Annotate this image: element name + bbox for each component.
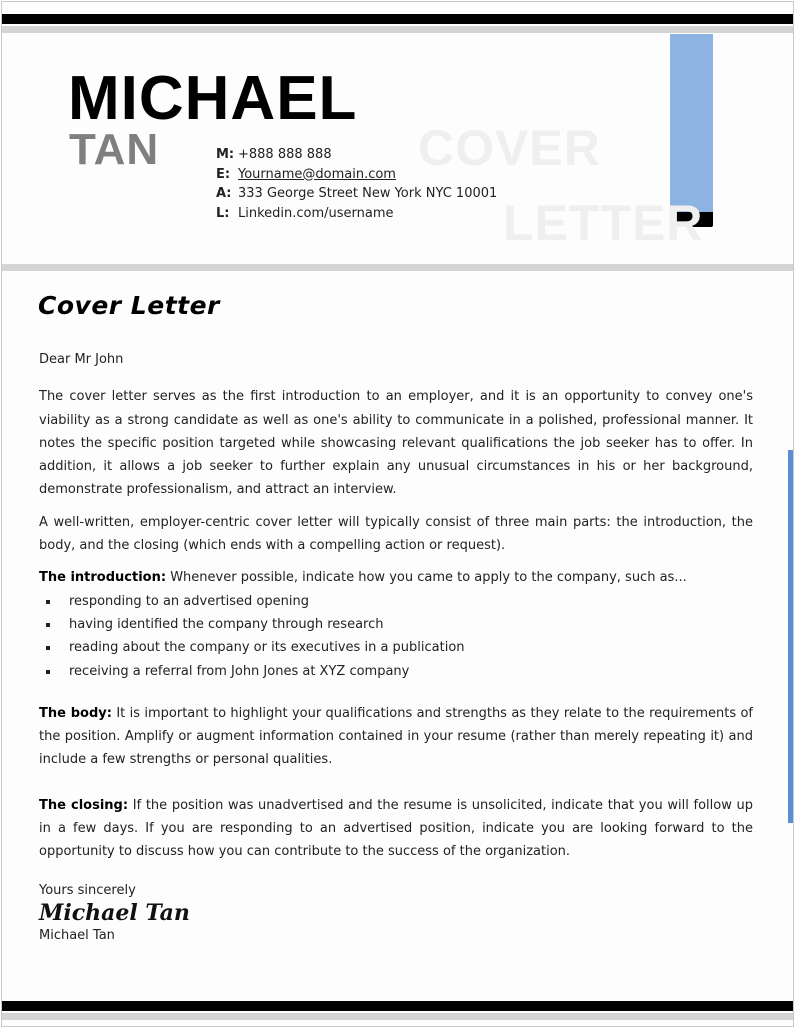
paragraph-intro: The cover letter serves as the first introduction to an employer, and it is an opportunity to convey one's viability as a strong candidate as well as one's ability to communicate in a polished, professional manner. It notes the specific position targeted while showcasing relevant qualifications the job seeker has to offer. In addition, it allows a job seeker to further explain any unusual circumstances in his or her background, demonstrate professionalism, and attract an interview. <box>39 389 753 498</box>
last-name: TAN <box>69 125 160 174</box>
sign-off: Yours sincerely <box>39 882 136 898</box>
list-item: receiving a referral from John Jones at XYZ company <box>39 660 753 683</box>
body-label: The body: <box>39 705 112 721</box>
email-link[interactable]: Yourname@domain.com <box>238 166 396 182</box>
contact-email <box>216 165 497 185</box>
signature: Michael Tan <box>39 899 190 926</box>
introduction-bullets <box>39 590 753 683</box>
salutation: Dear Mr John <box>39 352 124 367</box>
list-item: having identified the company through research <box>39 613 753 636</box>
document-title: Cover Letter <box>38 291 220 320</box>
contact-key: M: <box>216 147 235 162</box>
closing-label: The closing: <box>39 797 129 813</box>
watermark-letter: LETTER <box>503 195 704 251</box>
closing-section <box>39 794 753 864</box>
contact-key: L: <box>216 205 230 221</box>
body-text: It is important to highlight your qualifications and strengths as they relate to the requirements of the position. Amplify or augment information contained in your resume (rather than merely repeating it) and include a few strengths or personal qualities. <box>39 705 754 768</box>
bottom-black-bar <box>2 1001 793 1011</box>
list-item: responding to an advertised opening <box>39 590 753 613</box>
mobile-value: +888 888 888 <box>238 147 332 162</box>
contact-address <box>216 184 497 204</box>
list-item: reading about the company or its executives in a publication <box>39 636 753 659</box>
first-name: MICHAEL <box>68 64 358 133</box>
address-value: 333 George Street New York NYC 10001 <box>238 186 498 201</box>
paragraph-parts: A well-written, employer-centric cover letter will typically consist of three main parts: the introduction, the body, and the closing (which ends with a compelling action or request). <box>39 514 753 554</box>
accent-blue-block <box>670 34 713 212</box>
top-grey-bar <box>2 26 793 33</box>
letter-body <box>39 348 753 946</box>
signer-name: Michael Tan <box>39 927 115 943</box>
contact-block <box>216 145 497 223</box>
body-section <box>39 702 753 772</box>
introduction-label: The introduction: <box>39 570 167 586</box>
introduction-section <box>39 566 753 589</box>
linkedin-value: Linkedin.com/username <box>238 205 394 221</box>
contact-linkedin <box>216 204 497 224</box>
contact-key: E: <box>216 166 231 182</box>
contact-key: A: <box>216 186 232 201</box>
side-accent-bar <box>788 450 793 823</box>
header-divider-bar <box>2 264 793 271</box>
document-page <box>1 1 794 1027</box>
introduction-text: Whenever possible, indicate how you came to apply to the company, such as... <box>166 570 687 586</box>
contact-mobile <box>216 145 497 165</box>
closing-text: If the position was unadvertised and the resume is unsolicited, indicate that you will follow up in a few days. If you are responding to an advertised position, indicate you are looking forward to the opportunity to discuss how you can contribute to the success of the organization. <box>39 797 753 860</box>
top-black-bar <box>2 14 793 24</box>
bottom-grey-bar <box>2 1013 793 1020</box>
watermark-cover: COVER <box>418 120 601 176</box>
